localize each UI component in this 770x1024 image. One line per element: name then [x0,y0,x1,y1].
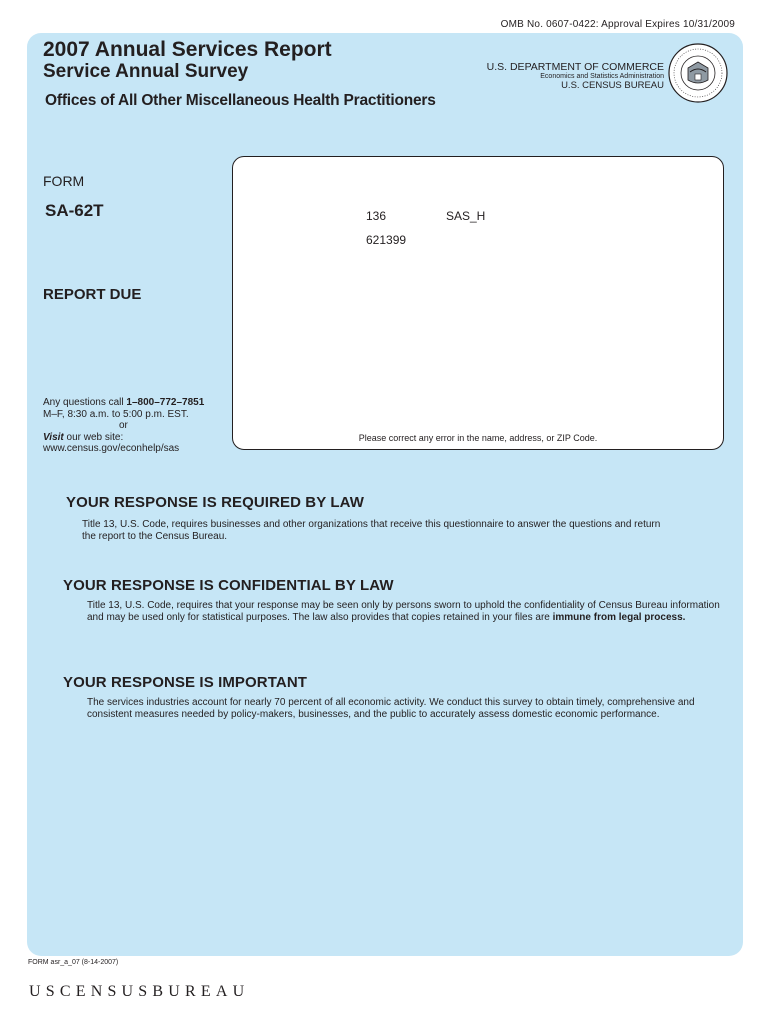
administration-name: Economics and Statistics Administration [540,73,664,80]
section-text-confidential [87,600,737,623]
section-heading-important: YOUR RESPONSE IS IMPORTANT [63,674,308,691]
hours-line: M–F, 8:30 a.m. to 5:00 p.m. EST. [43,408,189,420]
mailing-address-box [232,156,724,450]
form-number: SA-62T [45,201,104,220]
bureau-name: U.S. CENSUS BUREAU [561,80,664,91]
contact-info [43,397,223,455]
report-title: 2007 Annual Services Report [43,38,332,61]
visit-rest: our web site: [63,431,124,443]
visit-line [43,432,223,444]
omb-approval-text: OMB No. 0607-0422: Approval Expires 10/31/2009 [500,19,735,30]
report-due-label: REPORT DUE [43,286,142,303]
address-code-3: 621399 [366,233,407,247]
visit-word: Visit [43,431,64,443]
survey-title: Service Annual Survey [43,61,249,82]
website-url: www.census.gov/econhelp/sas [43,443,180,454]
correction-note: Please correct any error in the name, address, or ZIP Code. [358,433,598,443]
address-code-1: 136 [366,209,387,223]
industry-subtitle: Offices of All Other Miscellaneous Health Practitioners [45,92,436,109]
form-label: FORM [43,173,85,189]
section-text-important: The services industries account for nearly 70 percent of all economic activity. We conduct this survey to obtain timely, comprehensive and consistent measures needed by policy-makers, businesses, and the public to accurately assess domestic economic performance. [87,697,695,720]
section-heading-required: YOUR RESPONSE IS REQUIRED BY LAW [66,494,364,511]
phone-number: 1–800–772–7851 [126,397,205,408]
address-code-2: SAS_H [446,209,486,223]
form-code: FORM asr_a_07 (8-14-2007) [28,959,119,966]
department-name: U.S. DEPARTMENT OF COMMERCE [486,61,664,73]
section-heading-confidential: YOUR RESPONSE IS CONFIDENTIAL BY LAW [63,577,394,594]
confidential-text: Title 13, U.S. Code, requires that your response may be seen only by persons sworn to uphold the confidentiality of Census Bureau information and may be used only for statistical purposes. The law also provides that copies retained in your files are [87,600,720,623]
or-text: or [119,420,128,431]
confidential-text-bold: immune from legal process. [552,611,686,623]
census-bureau-logo: USCENSUSBUREAU [29,983,250,1000]
questions-line [43,397,223,409]
section-text-required: Title 13, U.S. Code, requires businesses and other organizations that receive this questionnaire to answer the questions and return the report to the Census Bureau. [82,519,661,542]
questions-prefix: Any questions call [43,397,127,408]
commerce-seal-icon [668,42,728,104]
